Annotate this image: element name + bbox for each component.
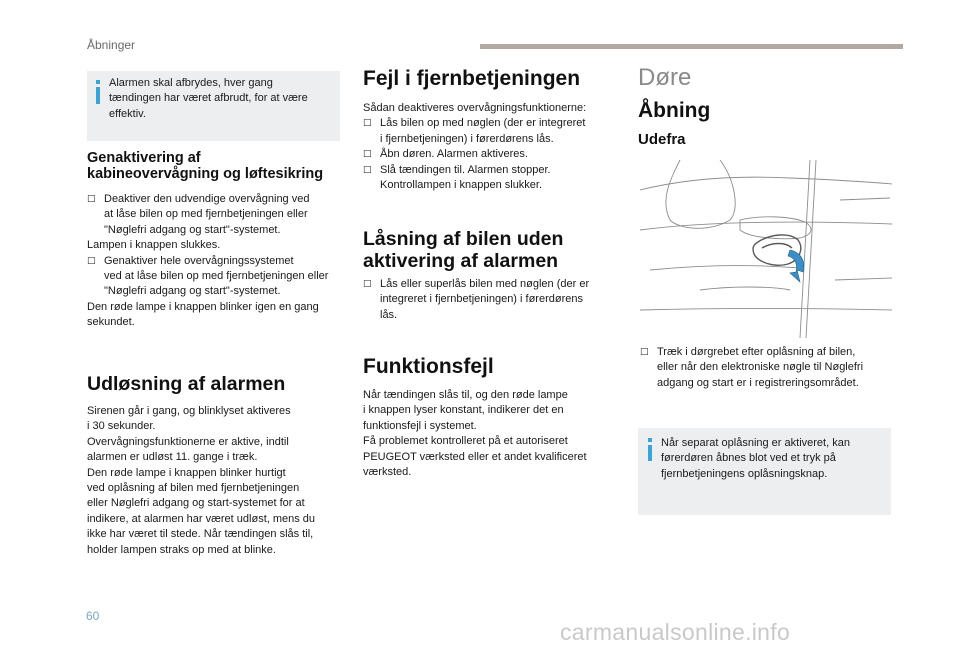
text-line: fjernbetjeningens oplåsningsknap.	[661, 467, 828, 480]
text-line: Deaktiver den udvendige overvågning ved	[104, 193, 310, 205]
text-line: ikke har været til stede. Når tændingen slås til,	[87, 528, 314, 541]
heading-alarm-trigger: Udløsning af alarmen	[87, 373, 286, 395]
heading-remote-fault: Fejl i fjernbetjeningen	[363, 67, 581, 90]
malfunction-text	[363, 388, 587, 480]
text-line: aktivering af alarmen	[363, 250, 559, 272]
info-box-alarm	[87, 71, 340, 141]
bullet-marker-icon: □	[640, 347, 649, 357]
text-line: Træk i dørgrebet efter oplåsning af bilen,	[657, 346, 856, 358]
info-text	[661, 436, 850, 482]
text-line: eller Nøglefri adgang og start-systemet for at	[87, 497, 305, 510]
bullet-marker-icon: □	[363, 149, 372, 160]
text-line: kabineovervågning og løftesikring	[87, 166, 324, 182]
text-line: Når separat oplåsning er aktiveret, kan	[661, 437, 850, 449]
lock-text	[363, 277, 623, 323]
reactivation-text	[87, 192, 352, 331]
text-line: i fjernbetjeningen) i førerdørens lås.	[380, 132, 554, 145]
text-line: Sirenen går i gang, og blinklyset aktiveres	[87, 405, 291, 417]
heading-reactivation	[87, 150, 323, 182]
bullet-item	[363, 163, 623, 194]
header-bar	[480, 44, 903, 49]
text-line: at låse bilen op med fjernbetjeningen eller	[104, 208, 308, 221]
bullet-item	[640, 345, 910, 391]
info-icon	[96, 80, 100, 104]
text-line: alarmen er udløst 11. gange i træk.	[87, 451, 258, 464]
bullet-marker-icon: □	[363, 118, 372, 129]
bullet-marker-icon: □	[363, 164, 372, 175]
text-line: Kontrollampen i knappen slukker.	[380, 179, 543, 192]
text-line: Den røde lampe i knappen blinker igen en gang	[87, 300, 319, 313]
section-label: Åbninger	[87, 38, 136, 52]
text-line: Sådan deaktiveres overvågningsfunktionerne:	[363, 102, 587, 114]
text-line: adgang og start er i registreringsområdet.	[657, 376, 859, 389]
heading-opening: Åbning	[638, 99, 711, 122]
text-line: ved oplåsning af bilen med fjernbetjeningen	[87, 482, 300, 495]
text-line: Alarmen skal afbrydes, hver gang	[109, 77, 273, 89]
text-line: Åbn døren. Alarmen aktiveres.	[380, 148, 528, 161]
text-line: Når tændingen slås til, og den røde lampe	[363, 389, 568, 401]
heading-lock-without-alarm	[363, 228, 563, 272]
heading-doors: Døre	[638, 64, 692, 91]
text-line: sekundet.	[87, 316, 135, 329]
page-number: 60	[86, 609, 100, 623]
text-line: integreret i fjernbetjeningen) i førerdørens	[380, 293, 583, 306]
bullet-item	[87, 254, 352, 300]
bullet-item	[363, 277, 623, 323]
text-line: Lås eller superlås bilen med nøglen (der er	[380, 278, 590, 290]
door-handle-illustration	[640, 160, 892, 338]
heading-outside: Udefra	[638, 131, 686, 148]
text-line: lås.	[380, 308, 398, 321]
text-line: PEUGEOT værksted eller et andet kvalificeret	[363, 450, 587, 463]
text-line: førerdøren åbnes blot ved et tryk på	[661, 452, 836, 465]
bullet-marker-icon: □	[363, 279, 372, 289]
trigger-text	[87, 404, 315, 558]
text-line: i 30 sekunder.	[87, 420, 156, 433]
text-line: Genaktiver hele overvågningssystemet	[104, 254, 294, 267]
info-box-separate-unlocking	[638, 428, 891, 515]
text-line: "Nøglefri adgang og start"-systemet.	[104, 223, 281, 236]
text-line: Genaktivering af	[87, 150, 201, 166]
text-line: holder lampen straks op med at blinke.	[87, 543, 276, 556]
text-line: Låsning af bilen uden	[363, 228, 564, 250]
text-line: "Nøglefri adgang og start"-systemet.	[104, 285, 281, 298]
watermark: carmanualsonline.info	[560, 619, 791, 645]
bullet-item	[363, 116, 623, 147]
info-icon	[648, 438, 652, 461]
text-line: tændingen har været afbrudt, for at være	[109, 92, 308, 105]
remote-text	[363, 101, 623, 193]
text-line: i knappen lyser konstant, indikerer det en	[363, 404, 564, 417]
text-line: Den røde lampe i knappen blinker hurtigt	[87, 466, 286, 479]
text-line: ved at låse bilen op med fjernbetjeningen eller	[104, 270, 329, 283]
bullet-item	[363, 147, 623, 162]
heading-malfunction: Funktionsfejl	[363, 355, 494, 378]
outside-text	[640, 345, 910, 391]
text-line: effektiv.	[109, 107, 146, 120]
text-line: Slå tændingen til. Alarmen stopper.	[380, 163, 551, 176]
bullet-marker-icon: □	[87, 255, 96, 266]
text-line: Lås bilen op med nøglen (der er integreret	[380, 117, 586, 130]
text-line: funktionsfejl i systemet.	[363, 419, 477, 432]
info-text	[109, 76, 308, 122]
bullet-marker-icon: □	[87, 194, 96, 204]
text-line: eller når den elektroniske nøgle til Nøglefri	[657, 361, 864, 374]
bullet-item	[87, 192, 352, 238]
text-line: Overvågningsfunktionerne er aktive, indtil	[87, 435, 289, 448]
text-line: Lampen i knappen slukkes.	[87, 239, 221, 252]
text-line: Få problemet kontrolleret på et autoriseret	[363, 435, 568, 448]
text-line: værksted.	[363, 466, 412, 479]
text-line: indikere, at alarmen har været udløst, mens du	[87, 512, 316, 525]
